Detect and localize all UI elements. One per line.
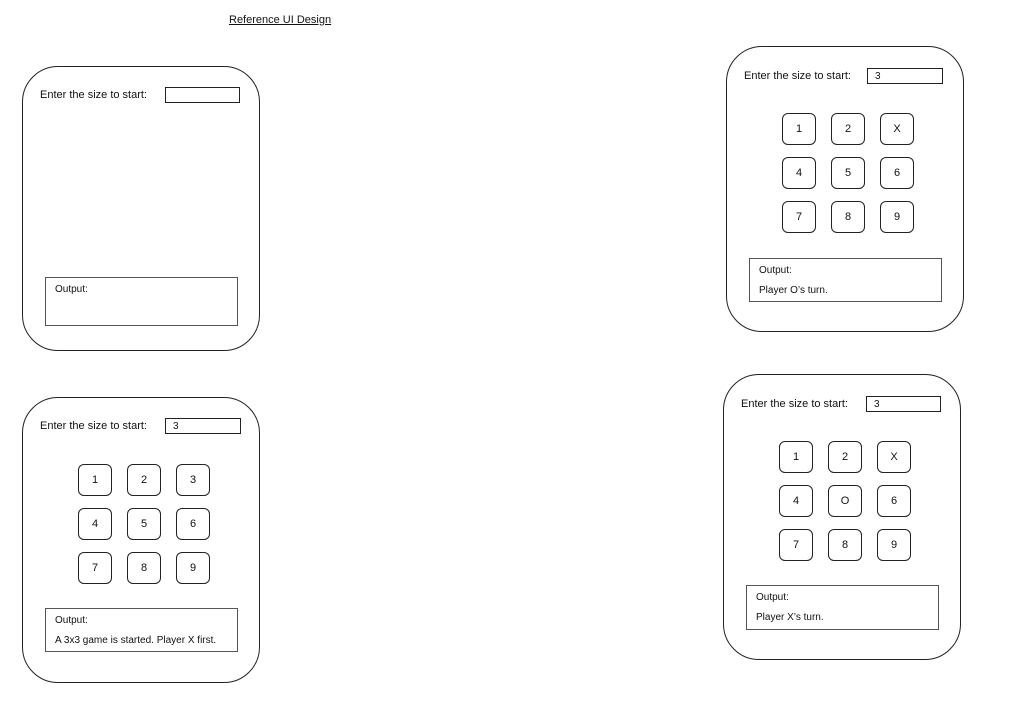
board-cell[interactable]: 2 [831, 113, 865, 145]
output-label: Output: [55, 615, 88, 626]
screen-empty [22, 66, 260, 351]
output-box [45, 277, 238, 326]
screen-player-o-turn [726, 46, 964, 332]
board-cell[interactable]: 4 [779, 485, 813, 517]
output-label: Output: [55, 284, 88, 295]
board-cell[interactable]: 7 [78, 552, 112, 584]
output-label: Output: [759, 265, 792, 276]
board-cell[interactable]: 4 [782, 157, 816, 189]
board-cell[interactable]: 6 [880, 157, 914, 189]
board-cell[interactable]: 1 [782, 113, 816, 145]
board-cell[interactable]: 9 [176, 552, 210, 584]
board-cell[interactable]: X [880, 113, 914, 145]
screen-game-started [22, 397, 260, 683]
board-cell[interactable]: 8 [831, 201, 865, 233]
board-cell[interactable]: 6 [877, 485, 911, 517]
output-label: Output: [756, 592, 789, 603]
output-box [45, 608, 238, 652]
size-prompt-label: Enter the size to start: [40, 420, 147, 432]
size-input[interactable] [867, 68, 943, 84]
board-cell[interactable]: 4 [78, 508, 112, 540]
size-input[interactable] [165, 418, 241, 434]
board-cell[interactable]: 2 [127, 464, 161, 496]
output-box [749, 258, 942, 302]
board-cell[interactable]: 8 [828, 529, 862, 561]
output-box [746, 585, 939, 630]
size-prompt-label: Enter the size to start: [744, 70, 851, 82]
output-message: Player O’s turn. [759, 285, 828, 296]
size-input[interactable] [165, 87, 240, 103]
board-cell[interactable]: 7 [782, 201, 816, 233]
board-cell[interactable]: X [877, 441, 911, 473]
board-cell[interactable]: 1 [779, 441, 813, 473]
size-input[interactable] [866, 396, 941, 412]
board-cell[interactable]: 9 [880, 201, 914, 233]
board-cell[interactable]: 1 [78, 464, 112, 496]
output-message: Player X’s turn. [756, 612, 824, 623]
board-cell[interactable]: 6 [176, 508, 210, 540]
board-cell[interactable]: 8 [127, 552, 161, 584]
board-cell[interactable]: 5 [831, 157, 865, 189]
board-cell[interactable]: 7 [779, 529, 813, 561]
board-cell[interactable]: 2 [828, 441, 862, 473]
screen-player-x-turn [723, 374, 961, 660]
board-cell[interactable]: 9 [877, 529, 911, 561]
size-prompt-label: Enter the size to start: [40, 89, 147, 101]
board-cell[interactable]: 5 [127, 508, 161, 540]
board-cell[interactable]: O [828, 485, 862, 517]
size-prompt-label: Enter the size to start: [741, 398, 848, 410]
output-message: A 3x3 game is started. Player X first. [55, 635, 217, 646]
board-cell[interactable]: 3 [176, 464, 210, 496]
page-title: Reference UI Design [229, 14, 332, 26]
